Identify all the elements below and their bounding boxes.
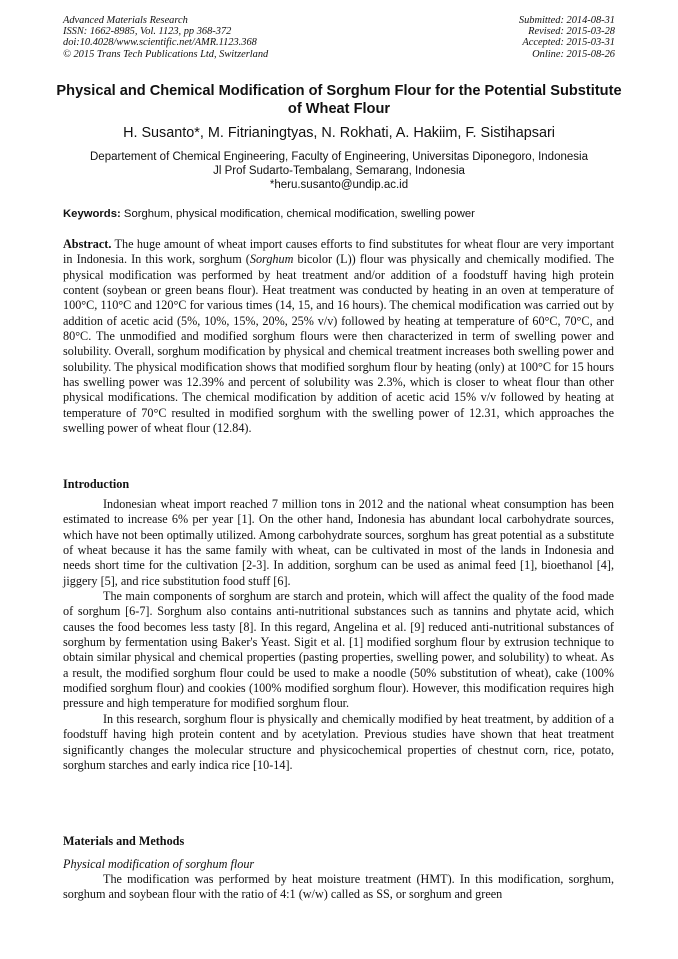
intro-paragraph: Indonesian wheat import reached 7 million tons in 2012 and the national wheat consumption has been estimated to increase 6% per year [1]. On the other hand, Indonesia has abundant local carbohydrate sources, which have not been optimally utilized. Among carbohydrate sources, sorghum has great potential as a substitute of wheat because it has the same family with wheat, can be cultivated in most of the lands in Indonesia and needs short time for the cultivation [2-3]. In addition, sorghum can be used as animal feed [1], bioethanol [4], jiggery [5], and rice substitution food stuff [6]. bbox=[63, 497, 614, 588]
date-revised: Revised: 2015-03-28 bbox=[528, 26, 615, 38]
methods-heading: Materials and Methods bbox=[63, 834, 185, 848]
abstract-label: Abstract. bbox=[63, 237, 112, 251]
journal-doi: doi:10.4028/www.scientific.net/AMR.1123.368 bbox=[63, 37, 257, 49]
keywords-text: Sorghum, physical modification, chemical modification, swelling power bbox=[120, 208, 475, 220]
affiliation bbox=[40, 150, 638, 193]
journal-name: Advanced Materials Research bbox=[63, 15, 188, 26]
affiliation-department: Departement of Chemical Engineering, Faculty of Engineering, Universitas Diponegoro, Indonesia bbox=[90, 151, 588, 163]
keywords-label: Keywords: bbox=[63, 208, 121, 220]
paper-title: Physical and Chemical Modification of Sorghum Flour for the Potential Substitute of Wheat Flour bbox=[56, 83, 622, 117]
journal-info bbox=[63, 15, 268, 60]
intro-paragraph: In this research, sorghum flour is physically and chemically modified by heat treatment, by addition of a foodstuff having high protein content and by acetylation. Previous studies have shown that heat treatment significantly changes the molecular structure and physicochemical properties of chestnut corn, rice, potato, sorghum starches and early indica rice [10-14]. bbox=[63, 711, 614, 772]
abstract bbox=[63, 237, 614, 436]
methods-paragraph: The modification was performed by heat moisture treatment (HMT). In this modification, sorghum, sorghum and soybean flour with the ratio of 4:1 (w/w) called as SS, or sorghum and green bbox=[63, 872, 614, 902]
corresponding-email: *heru.susanto@undip.ac.id bbox=[269, 179, 409, 192]
methods-body bbox=[63, 872, 614, 903]
affiliation-address: Jl Prof Sudarto-Tembalang, Semarang, Indonesia bbox=[213, 165, 465, 178]
intro-paragraph: The main components of sorghum are starch and protein, which will affect the quality of the food made of sorghum [6-7]. Sorghum also contains anti-nutritional substances such as tannins and phytate acid, which causes the food becomes less tasty [8]. In this regard, Angelina et al. [9] reduced anti-nutritional substances of sorghum by fermentation using Baker's Yeast. Sigit et al. [1] modified sorghum flour by extrusion technique to obtain similar physical and chemical properties (pasting properties, swelling power, and solubility) to wheat. As a result, the modified sorghum flour could be used to make a noodle (50% substitution of wheat), cake (100% modified sorghum flour) and cookies (100% modified sorghum flour). However, this modification requires high pressure and high temperature for modified sorghum flour. bbox=[63, 589, 614, 711]
journal-issn: ISSN: 1662-8985, Vol. 1123, pp 368-372 bbox=[63, 26, 232, 38]
abstract-text-rest: bicolor (L)) flour was physically and chemically modified. The physical modification was performed by heat treatment and/or addition of a foodstuff having high protein content (soybean or green beans flour). Heat treatment was conducted by heating in an oven at temperature of 100°C, 110°C and 120°C for various times (14, 15, and 16 hours). The chemical modification was carried out by addition of acetic acid (5%, 10%, 15%, 20%, 25% v/v) followed by heating at temperature of 60°C, 70°C, and 80°C. The unmodified and modified sorghum flours were then characterized in term of swelling power and solubility. Overall, sorghum modification by physical and chemical treatment increases both swelling power and solubility. The physical modification shows that modified sorghum flour by heating (only) at 100°C for 15 hours has swelling power was 12.39% and percent of solubility was 2.3%, which is closer to wheat flour than other physical modifications. The chemical modification by addition of acetic acid 15% v/v followed by heating at temperature of 70°C resulted in modified sorghum with the swelling power of 12.31, which approaches the swelling power of wheat flour (12.84). bbox=[63, 252, 614, 436]
keywords bbox=[63, 207, 623, 221]
introduction-heading: Introduction bbox=[63, 477, 130, 491]
date-accepted: Accepted: 2015-03-31 bbox=[522, 37, 615, 49]
methods-subheading: Physical modification of sorghum flour bbox=[63, 857, 255, 871]
journal-copyright: © 2015 Trans Tech Publications Ltd, Switzerland bbox=[63, 48, 269, 60]
date-online: Online: 2015-08-26 bbox=[532, 48, 615, 60]
submission-dates bbox=[519, 15, 615, 60]
introduction-body bbox=[63, 497, 614, 773]
abstract-text-start: The huge amount of wheat import causes efforts to find substitutes for wheat flour are very important in Indonesia. In this work, sorghum ( bbox=[63, 237, 614, 267]
author-list: H. Susanto*, M. Fitrianingtyas, N. Rokhati, A. Hakiim, F. Sistihapsari bbox=[123, 125, 555, 141]
abstract-species-name: Sorghum bbox=[249, 252, 294, 267]
date-submitted: Submitted: 2014-08-31 bbox=[518, 15, 615, 26]
